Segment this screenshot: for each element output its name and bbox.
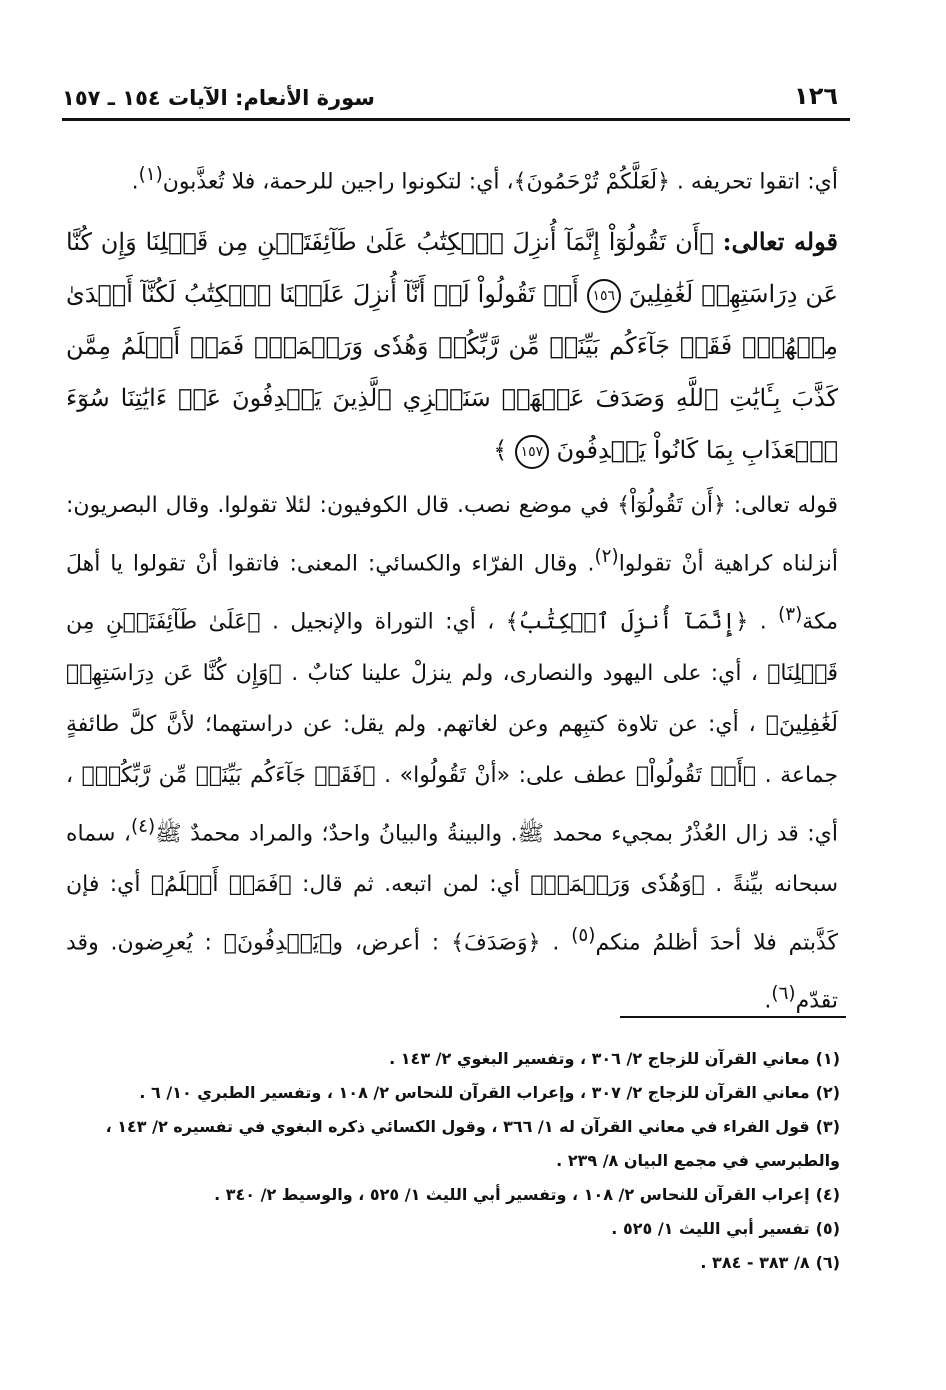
text: : يُعرِضون. وقد تقدّم — [66, 930, 838, 1014]
footnote-ref: (٢) — [594, 546, 619, 567]
footnote — [60, 1110, 840, 1178]
footnote-number: (٢) — [815, 1083, 840, 1102]
commentary — [66, 480, 838, 1027]
footnote — [60, 1042, 840, 1076]
text: . — [552, 930, 560, 956]
text: . — [759, 609, 767, 635]
text: أي: لمن اتبعه. ثم قال: — [302, 871, 520, 897]
quran-quote: ﴿وَصَدَفَ﴾ — [451, 930, 541, 956]
ayah-number-badge: ١٥٧ — [515, 435, 549, 469]
quran-quote: ﴿فَقَدۡ جَآءَكُم بَيِّنَةٞ مِّن رَّبِّكُمۡ﴾ — [81, 762, 376, 788]
text: : أعرض، و — [332, 930, 440, 956]
quran-quote: ﴿أَوۡ تَقُولُواْ﴾ — [635, 762, 757, 788]
footnote — [60, 1076, 840, 1110]
footnote — [60, 1246, 840, 1280]
footnote-text: قول الفراء في معاني القرآن له ١/ ٣٦٦ ، وقول الكسائي ذكره البغوي في تفسيره ٢/ ١٤٣ ، والطبرسي في مجمع البيان ٨/ ٢٣٩ . — [105, 1117, 840, 1170]
page-number: ١٢٦ — [794, 82, 838, 110]
footnote — [60, 1178, 840, 1212]
footnote-text: إعراب القرآن للنحاس ٢/ ١٠٨ ، وتفسير أبي الليث ١/ ٥٢٥ ، والوسيط ٢/ ٣٤٠ . — [214, 1185, 810, 1204]
footnote-ref: (٥) — [571, 924, 596, 946]
footnote-text: معاني القرآن للزجاج ٢/ ٣٠٧ ، وإعراب القرآن للنحاس ٢/ ١٠٨ ، وتفسير الطبري ١٠/ ٦ . — [139, 1083, 810, 1102]
footnote-separator — [620, 1016, 846, 1018]
quran-quote: ﴿يَصۡدِفُونَ﴾ — [223, 930, 333, 956]
text: ، سماه سبحانه بيِّنةً . — [66, 820, 839, 897]
quran-quote: ﴿وَإِن كُنَّا عَن دِرَاسَتِهِمۡ لَغَٰفِلِينَ﴾ — [66, 660, 839, 737]
footnote — [60, 1212, 840, 1246]
quran-quote: ﴿لَعَلَّكُمْ تُرْحَمُونَ﴾ — [513, 169, 670, 195]
verse-block — [66, 216, 838, 476]
footnote-text: تفسير أبي الليث ١/ ٥٢٥ . — [611, 1219, 810, 1238]
text: قوله تعالى: — [733, 493, 839, 518]
text: ، أي: لتكونوا راجين للرحمة، فلا تُعذَّبون — [162, 169, 514, 195]
section-title: سورة الأنعام: الآيات ١٥٤ ـ ١٥٧ — [62, 86, 375, 110]
header-rule — [62, 118, 850, 121]
footnote-number: (١) — [815, 1049, 840, 1068]
quran-verse: أَوۡ تَقُولُواْ لَوۡ أَنَّآ أُنزِلَ عَلَيۡنَا ٱلۡكِتَٰبُ لَكُنَّآ أَهۡدَىٰ مِنۡهُمۡۚ فَقَدۡ جَآءَكُم بَيِّنَةٞ مِّن رَّبِّكُمۡ وَهُدٗى وَرَحۡمَةٞۚ فَمَنۡ أَظۡلَمُ مِمَّن كَذَّبَ بِـَٔايَٰتِ ٱللَّهِ وَصَدَفَ عَنۡهَاۗ سَنَجۡزِي ٱلَّذِينَ يَصۡدِفُونَ عَنۡ ءَايَٰتِنَا سُوٓءَ ٱلۡعَذَابِ بِمَا كَانُواْ يَصۡدِفُونَ — [66, 280, 838, 464]
text: أي: اتقوا تحريفه . — [676, 169, 838, 195]
text: أي: فإن كَذَّبتم فلا أحدَ أظلمُ منكم — [66, 871, 838, 956]
footnote-ref: (٣) — [778, 604, 803, 626]
footnote-ref: (١) — [138, 164, 163, 185]
verse-lead: قوله تعالى: — [722, 227, 838, 256]
text: ، أي: التوراة والإنجيل . — [271, 609, 495, 635]
quran-quote: ﴿فَمَنۡ أَظۡلَمُ﴾ — [150, 871, 292, 897]
text: . — [764, 988, 772, 1014]
text: ، أي: قد زال العُذْرُ بمجيء محمد ﷺ. والبينةُ والبيانُ واحدٌ؛ والمراد محمدٌ ﷺ — [66, 762, 838, 846]
text: في موضع نصب. قال الكوفيون: لئلا تقولوا. وقال البصريون: أنزلناه كراهية أنْ تقولوا — [66, 493, 838, 577]
footnote-number: (٦) — [815, 1253, 840, 1272]
footnote-number: (٣) — [815, 1117, 840, 1136]
quran-quote: ﴿أَن تَقُولُوٓاْ﴾ — [617, 493, 726, 518]
quran-quote: ﴿إِنَّمَآ أُنزِلَ ٱلۡكِتَٰبُ﴾ — [505, 609, 749, 635]
verse-close-bracket: ﴾ — [493, 436, 508, 464]
text: . وقال الفرّاء والكسائي: المعنى: فاتقوا أنْ تقولوا يا أهلَ مكة — [66, 551, 839, 635]
paragraph-1 — [66, 148, 838, 208]
quran-quote: ﴿عَلَىٰ طَآئِفَتَيۡنِ مِن قَبۡلِنَا﴾ — [66, 609, 838, 686]
quran-quote: ﴿وَهُدٗى وَرَحۡمَةٞ﴾ — [530, 871, 705, 897]
footnote-text: ٨/ ٣٨٣ - ٣٨٤ . — [700, 1253, 810, 1272]
footnotes — [60, 1042, 840, 1280]
text: ، أي: عن تلاوة كتبِهم وعن لغاتهم. ولم يقل: عن دراستهما؛ لأنَّ كلَّ طائفةٍ جماعة . — [66, 711, 839, 788]
text: . — [131, 169, 139, 195]
text: عطف على: «أنْ تَقُولُوا» . — [384, 762, 628, 788]
footnote-ref: (٤) — [130, 815, 156, 837]
ayah-number-badge: ١٥٦ — [587, 279, 621, 313]
footnote-number: (٥) — [815, 1219, 840, 1238]
text: ، أي: على اليهود والنصارى، ولم ينزلْ علينا كتابٌ . — [291, 660, 758, 686]
footnote-number: (٤) — [815, 1185, 840, 1204]
footnote-ref: (٦) — [771, 983, 796, 1005]
running-header — [62, 70, 838, 110]
quran-verse: ﴿أَن تَقُولُوٓاْ إِنَّمَآ أُنزِلَ ٱلۡكِتَٰبُ عَلَىٰ طَآئِفَتَيۡنِ مِن قَبۡلِنَا وَإِن كُنَّا عَن دِرَاسَتِهِمۡ لَغَٰفِلِينَ — [66, 228, 838, 308]
footnote-text: معاني القرآن للزجاج ٢/ ٣٠٦ ، وتفسير البغوي ٢/ ١٤٣ . — [389, 1049, 810, 1068]
